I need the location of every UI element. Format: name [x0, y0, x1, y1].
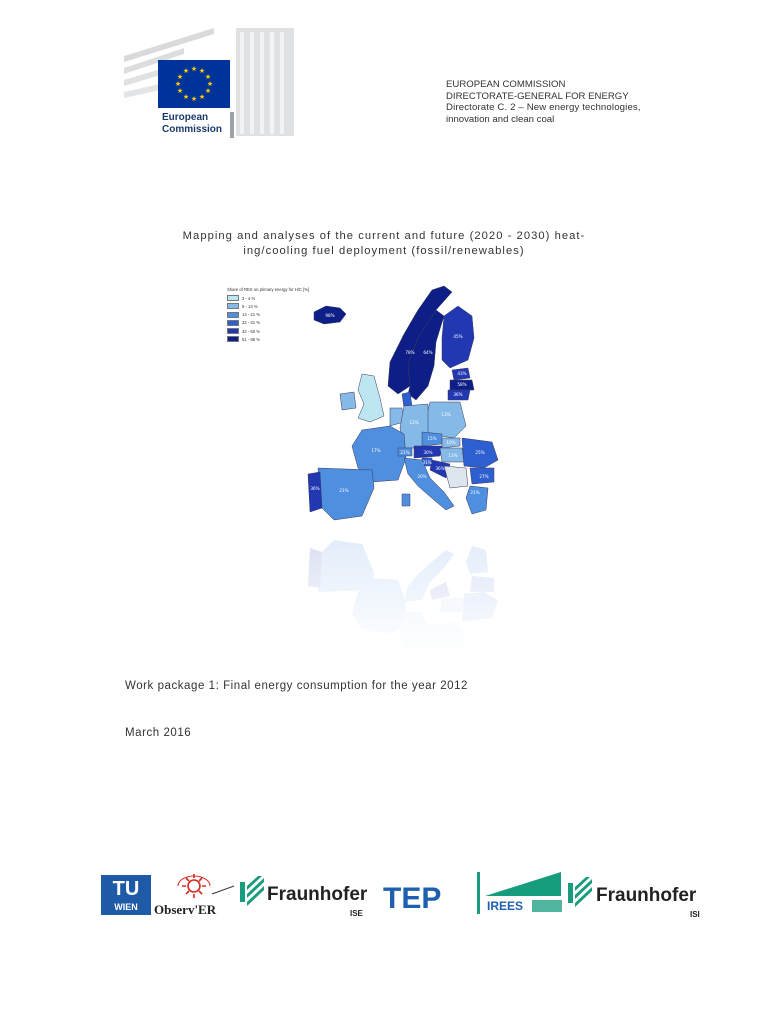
legend-swatch: [227, 303, 239, 309]
svg-text:★: ★: [182, 93, 190, 101]
label-germany: 12%: [409, 420, 419, 425]
label-romania: 25%: [475, 450, 485, 455]
eu-flag-icon: [158, 60, 230, 108]
title-line-2: ing/cooling fuel deployment (fossil/renewables): [243, 245, 525, 257]
svg-text:★: ★: [198, 93, 206, 101]
label-sweden: 64%: [423, 350, 433, 355]
svg-text:★: ★: [204, 73, 212, 81]
legend-swatch: [227, 295, 239, 301]
fraunhofer-isi-sub: ISI: [690, 910, 700, 919]
title-line-1: Mapping and analyses of the current and future (2020 - 2030) heat-: [182, 230, 586, 242]
legend-row: [227, 336, 309, 342]
label-estonia: 43%: [457, 371, 467, 376]
tep-logo-text: TEP: [383, 883, 442, 911]
svg-text:★: ★: [206, 80, 214, 88]
legend-swatch: [227, 328, 239, 334]
label-portugal: 36%: [310, 486, 320, 491]
document-title: [120, 229, 648, 259]
map-legend: [227, 287, 309, 345]
legend-row: [227, 312, 309, 318]
legend-swatch: [227, 312, 239, 318]
country-balkans: [444, 466, 468, 488]
sun-burst-icon: [178, 874, 210, 898]
legend-row: [227, 328, 309, 334]
country-poland: [426, 402, 466, 438]
svg-text:★: ★: [190, 65, 198, 73]
label-france: 17%: [371, 448, 381, 453]
tu-logo-wien: WIEN: [114, 902, 138, 912]
label-norway: 78%: [405, 350, 415, 355]
label-czechia: 15%: [427, 436, 437, 441]
svg-text:★: ★: [204, 87, 212, 95]
work-package-line: Work package 1: Final energy consumption for the year 2012: [125, 680, 469, 692]
fraunhofer-mark-icon: [240, 876, 264, 906]
legend-row: [227, 303, 309, 309]
legend-label: 14 - 21 %: [242, 312, 260, 318]
label-poland: 13%: [441, 412, 451, 417]
legend-row: [227, 320, 309, 326]
european-commission-logo: [124, 28, 294, 140]
fraunhofer-ise-sub: ISE: [350, 909, 363, 918]
legend-swatch: [227, 336, 239, 342]
fraunhofer-mark-icon: [568, 877, 592, 907]
irees-logo: [477, 872, 565, 914]
logo-text-european: European: [162, 112, 209, 123]
legend-row: [227, 295, 309, 301]
country-spain: [318, 468, 374, 520]
fraunhofer-ise-text: Fraunhofer: [267, 884, 368, 905]
country-portugal: [308, 472, 322, 512]
legend-label: 22 - 31 %: [242, 320, 260, 326]
country-ireland: [340, 392, 356, 410]
legend-title: Share of RES on primary energy for H/C [%]: [227, 287, 310, 292]
label-spain: 21%: [339, 488, 349, 493]
label-latvia: 58%: [457, 382, 467, 387]
publication-date: March 2016: [125, 727, 192, 739]
country-italy-sardinia: [402, 494, 410, 506]
label-greece: 21%: [470, 490, 480, 495]
irees-logo-text: IREES: [487, 899, 524, 913]
svg-text:★: ★: [176, 87, 184, 95]
label-iceland: 98%: [325, 313, 335, 318]
svg-text:★: ★: [198, 67, 206, 75]
legend-label: 5 - 13 %: [242, 303, 258, 309]
tu-logo-text: TU: [112, 878, 140, 900]
svg-text:★: ★: [182, 67, 190, 75]
org-line-dg-energy: DIRECTORATE-GENERAL FOR ENERGY: [446, 90, 629, 102]
observer-logo-text: Observ'ER: [154, 902, 217, 917]
observer-logo: [150, 872, 240, 918]
label-croatia: 36%: [435, 466, 445, 471]
label-lithuania: 36%: [453, 392, 463, 397]
country-uk: [358, 374, 384, 422]
label-slovakia: 10%: [446, 440, 456, 445]
org-line-commission: EUROPEAN COMMISSION: [446, 79, 566, 90]
legend-label: 3 - 4 %: [242, 295, 256, 301]
label-slovenia: 31%: [422, 460, 432, 465]
org-line-directorate: Directorate C. 2 – New energy technologies,: [446, 102, 641, 113]
legend-label: 51 - 98 %: [242, 336, 260, 342]
fraunhofer-ise-logo: [240, 876, 368, 918]
svg-text:★: ★: [190, 95, 198, 103]
tep-logo: [383, 883, 461, 911]
logo-text-commission: Commission: [162, 124, 223, 135]
fraunhofer-isi-logo: [568, 877, 704, 919]
organisation-block: [446, 79, 706, 125]
svg-text:★: ★: [174, 80, 182, 88]
label-bulgaria: 27%: [479, 474, 489, 479]
svg-text:★: ★: [176, 73, 184, 81]
label-finland: 45%: [453, 334, 463, 339]
label-austria: 30%: [423, 450, 433, 455]
legend-label: 32 - 50 %: [242, 328, 260, 334]
label-italy: 20%: [417, 474, 427, 479]
org-line-directorate-cont: innovation and clean coal: [446, 113, 555, 125]
label-switzerland: 21%: [400, 450, 410, 455]
tu-wien-logo: [101, 875, 151, 915]
label-hungary: 13%: [448, 453, 458, 458]
legend-swatch: [227, 320, 239, 326]
fraunhofer-isi-text: Fraunhofer: [596, 885, 697, 906]
